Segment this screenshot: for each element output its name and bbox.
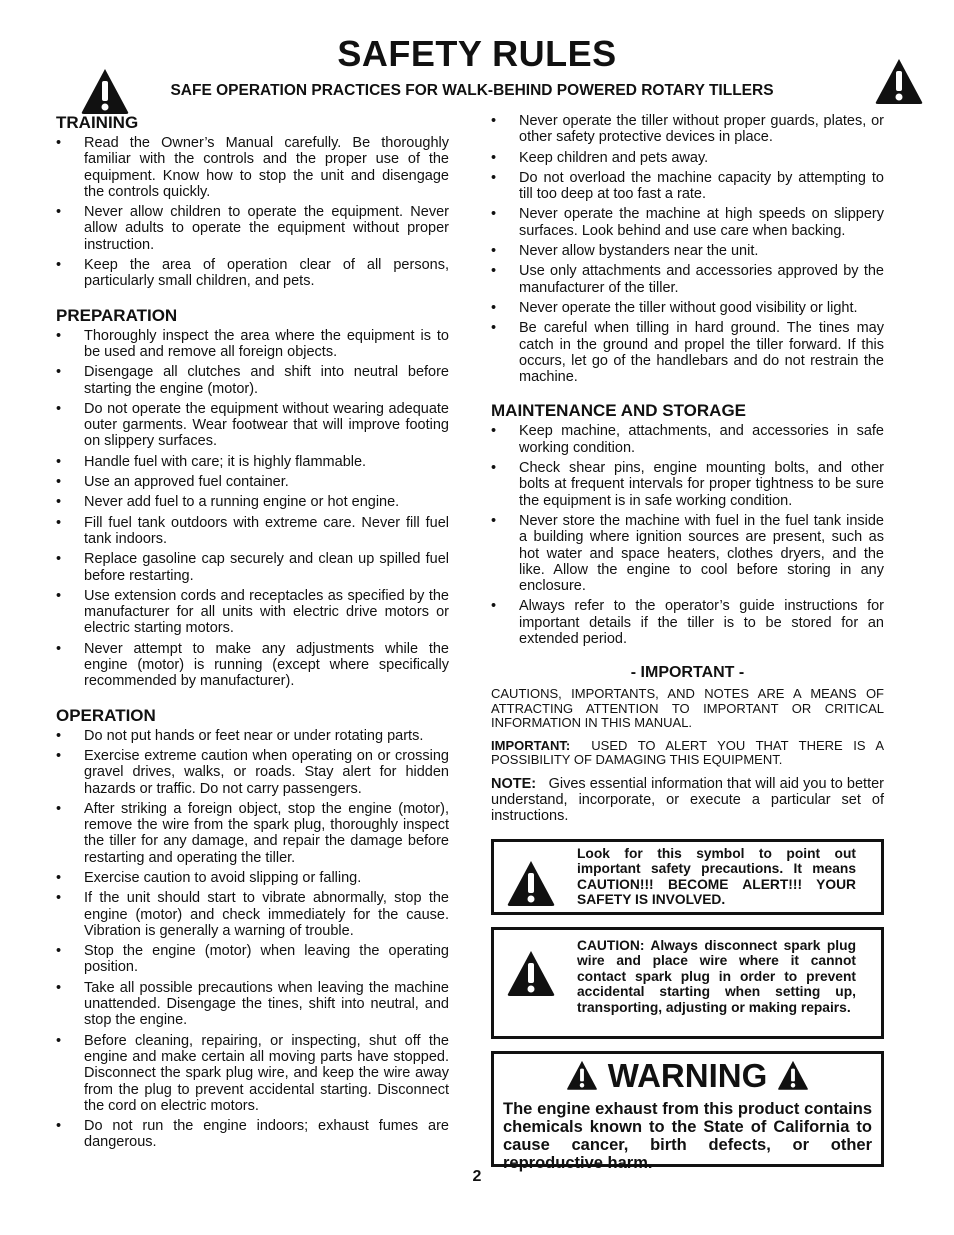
list-item: • Keep children and pets away. [491,150,884,166]
list-item: • Never operate the tiller without proper guards, plates, or other safety protective devices in place. [491,113,884,146]
maintenance-heading: MAINTENANCE AND STORAGE [491,401,747,421]
warning-triangle-icon [506,858,556,908]
important-heading: - IMPORTANT - [630,664,745,682]
important-label: IMPORTANT: [491,737,571,753]
caution-text: CAUTION: Always disconnect spark plug wire and place wire where it cannot contact spark plug in order to prevent accidental starting when setting up, transporting, adjusting or making repairs. [577,937,856,1015]
operation-list [56,728,449,1151]
subtitle-row [80,54,864,110]
list-item: • Exercise caution to avoid slipping or falling. [56,870,449,886]
list-item: • If the unit should start to vibrate abnormally, stop the engine (motor) and check immediately for the cause. Vibration is generally a warning of trouble. [56,890,449,939]
list-item: • Never operate the tiller without good visibility or light. [491,300,884,316]
maintenance-list [491,423,884,647]
list-item: • Take all possible precautions when leaving the machine unattended. Disengage the tines, shift into neutral, and stop the engine. [56,980,449,1029]
warning-triangle-icon [506,948,556,998]
page-number: 2 [472,1168,482,1185]
list-item: • Read the Owner’s Manual carefully. Be thoroughly familiar with the controls and the proper use of the equipment. Know how to stop the unit and disengage the controls quickly. [56,135,449,200]
operation-heading: OPERATION [56,705,156,725]
list-item: • Do not put hands or feet near or under rotating parts. [56,728,449,744]
preparation-heading: PREPARATION [56,305,178,325]
list-item: • Always refer to the operator’s guide instructions for important details if the tiller is to be stored for an extended period. [491,598,884,647]
safety-symbol-text: Look for this symbol to point out important safety precautions. It means CAUTION!!! BECOME ALERT!!! YOUR SAFETY IS INVOLVED. [577,845,856,908]
preparation-list [56,328,449,690]
list-item: • Never attempt to make any adjustments while the engine (motor) is running (except where specifically recommended by manufacturer). [56,641,449,690]
list-item: • Keep the area of operation clear of all persons, particularly small children, and pets. [56,257,449,290]
list-item: • Use an approved fuel container. [56,474,449,490]
warning-box [491,1051,884,1172]
warning-triangle-icon [874,56,924,106]
list-item: • Use extension cords and receptacles as specified by the manufacturer for all units with electric drive motors or electric starting motors. [56,588,449,637]
list-item: • Stop the engine (motor) when leaving the operating position. [56,943,449,976]
page-subtitle: SAFE OPERATION PRACTICES FOR WALK-BEHIND POWERED ROTARY TILLERS [170,82,774,99]
list-item: • Do not overload the machine capacity by attempting to till too deep at too fast a rate. [491,170,884,203]
cautions-text: CAUTIONS, IMPORTANTS, AND NOTES ARE A MEANS OF ATTRACTING ATTENTION TO IMPORTANT OR CRITICAL INFORMATION IN THIS MANUAL. [491,686,884,731]
training-list [56,135,449,290]
warning-triangle-icon [565,1059,599,1091]
operation-continued-list [491,113,884,385]
training-heading: TRAINING [56,113,139,132]
warning-heading: WARNING [607,1056,768,1094]
list-item: • Be careful when tilling in hard ground. The tines may catch in the ground and propel the tiller forward. If this occurs, let go of the handlebars and do not restrain the machine. [491,320,884,385]
list-item: • Exercise extreme caution when operating on or crossing gravel drives, walks, or roads. Stay alert for hidden hazards or traffic. Do not carry passengers. [56,748,449,797]
list-item: • Replace gasoline cap securely and clean up spilled fuel before restarting. [56,551,449,584]
note-label: NOTE: [491,775,537,792]
list-item: • Never operate the machine at high speeds on slippery surfaces. Look behind and use care when backing. [491,206,884,239]
safety-symbol-box [491,839,884,915]
list-item: • Check shear pins, engine mounting bolts, and other bolts at frequent intervals for proper tightness to be sure the equipment is in safe working condition. [491,460,884,509]
warning-heading-row [494,1056,881,1096]
list-item: • Do not run the engine indoors; exhaust fumes are dangerous. [56,1118,449,1151]
important-definition-text: USED TO ALERT YOU THAT THERE IS A POSSIBILITY OF DAMAGING THIS EQUIPMENT. [491,737,884,768]
list-item: • Disengage all clutches and shift into neutral before starting the engine (motor). [56,364,449,397]
important-definition [491,739,884,768]
right-column [491,113,884,1172]
warning-triangle-icon [776,1059,810,1091]
warning-text: The engine exhaust from this product contains chemicals known to the State of California to cause cancer, birth defects, or other reproductive harm. [503,1099,872,1172]
list-item: • Never store the machine with fuel in the fuel tank inside a building where ignition sources are present, such as hot water and space heaters, clothes dryers, and the like. Allow the engine to cool before storing in any enclosure. [491,513,884,594]
list-item: • Before cleaning, repairing, or inspecting, shut off the engine and make certain all moving parts have stopped. Disconnect the spark plug wire, and keep the wire away from the plug to prevent accidental starting. Disconnect the cord on electric motors. [56,1033,449,1114]
page-title: SAFETY RULES [337,33,617,74]
left-column [56,113,449,1155]
list-item: • Do not operate the equipment without wearing adequate outer garments. Wear footwear that will improve footing on slippery surfaces. [56,401,449,450]
caution-box [491,927,884,1039]
list-item: • After striking a foreign object, stop the engine (motor), remove the wire from the spark plug, thoroughly inspect the tiller for any damage, and repair the damage before restarting and operating the tiller. [56,801,449,866]
list-item: • Never add fuel to a running engine or hot engine. [56,494,449,510]
note-definition [491,776,884,825]
list-item: • Keep machine, attachments, and accessories in safe working condition. [491,423,884,456]
note-definition-text: Gives essential information that will aid you to better understand, incorporate, or execute a particular set of instructions. [491,775,884,825]
list-item: • Handle fuel with care; it is highly flammable. [56,454,449,470]
list-item: • Thoroughly inspect the area where the equipment is to be used and remove all foreign objects. [56,328,449,361]
list-item: • Never allow bystanders near the unit. [491,243,884,259]
list-item: • Never allow children to operate the equipment. Never allow adults to operate the equipment without proper instruction. [56,204,449,253]
list-item: • Fill fuel tank outdoors with extreme care. Never fill fuel tank indoors. [56,515,449,548]
list-item: • Use only attachments and accessories approved by the manufacturer of the tiller. [491,263,884,296]
